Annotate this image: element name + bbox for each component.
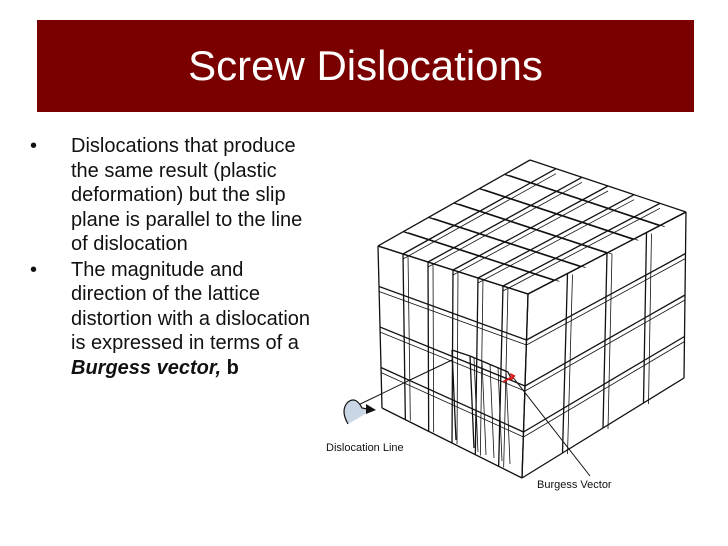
title-bar [37, 20, 694, 112]
top-face-line [478, 195, 634, 278]
bullet-item-1 [28, 134, 318, 257]
top-face-line [453, 186, 608, 270]
top-face-line [484, 190, 638, 241]
dislocation-pointer [410, 360, 452, 380]
top-face-line [403, 169, 556, 254]
right-face-line [528, 212, 686, 294]
bullet-item-2 [28, 258, 318, 381]
slide-title: Screw Dislocations [188, 42, 543, 89]
right-face-line [649, 234, 652, 405]
bullet-text-2: The magnitude and direction of the lattice distortion with a dislocation is expressed in terms of a [71, 258, 311, 354]
burgess-vector-label: Burgess Vector [537, 479, 612, 491]
front-face-line [457, 271, 458, 444]
rotation-arrow-icon [344, 400, 376, 424]
top-face-line [428, 177, 582, 262]
bullet-marker: • [30, 258, 38, 281]
top-face-line [434, 218, 586, 267]
bullet-marker: • [30, 135, 38, 157]
bullet-text-1: Dislocations that produce the same result (plastic deformation) but the slip plane is parallel to the line of dislocation [71, 135, 303, 255]
front-face-line [433, 263, 434, 432]
step-edge [470, 356, 508, 372]
dislocation-line-label: Dislocation Line [326, 442, 404, 454]
top-face-line [503, 203, 660, 286]
vector-symbol: b [221, 356, 239, 379]
right-face-line [522, 378, 684, 478]
cube-top-face [378, 160, 686, 294]
top-face-line [459, 204, 612, 254]
step-edge [452, 350, 470, 356]
top-face-line [378, 160, 530, 246]
burgess-vector-emphasis: Burgess vector, [71, 356, 222, 379]
top-face-line [408, 233, 559, 282]
bullet-list [28, 134, 318, 381]
rotation-arrowhead [366, 404, 376, 414]
right-face-line [524, 337, 685, 433]
right-face-line [525, 295, 685, 386]
front-face-line [408, 255, 410, 421]
screw-dislocation-diagram [326, 150, 728, 496]
top-face-line [403, 174, 556, 259]
